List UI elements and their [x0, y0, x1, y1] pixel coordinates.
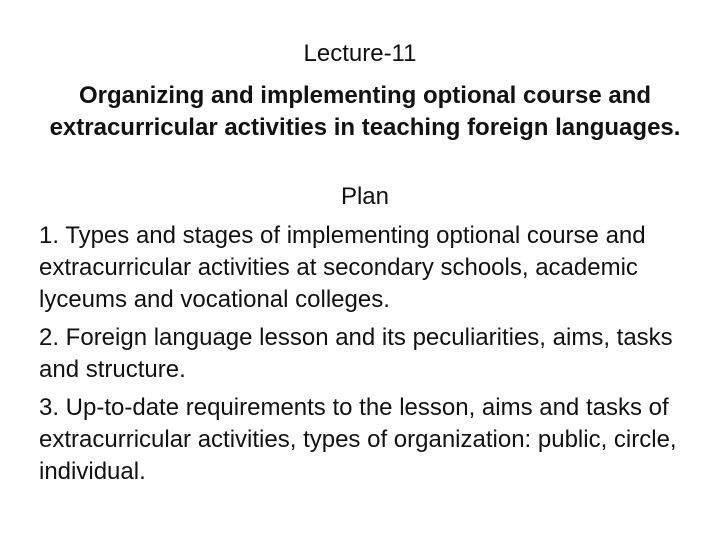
plan-item: 2. Foreign language lesson and its peculiarities, aims, tasks and structure.: [39, 324, 673, 383]
plan-list: [39, 220, 699, 494]
plan-item: 1. Types and stages of implementing optional course and extracurricular activities at secondary schools, academic lyceums and vocational colleges.: [39, 222, 646, 313]
lecture-title: Organizing and implementing optional course and extracurricular activities in teaching foreign languages.: [49, 82, 681, 141]
lecture-number: Lecture-11: [303, 40, 417, 67]
plan-item: 3. Up-to-date requirements to the lesson, aims and tasks of extracurricular activities, types of organization: public, circle, individual.: [39, 394, 677, 485]
plan-heading: Plan: [340, 183, 390, 210]
